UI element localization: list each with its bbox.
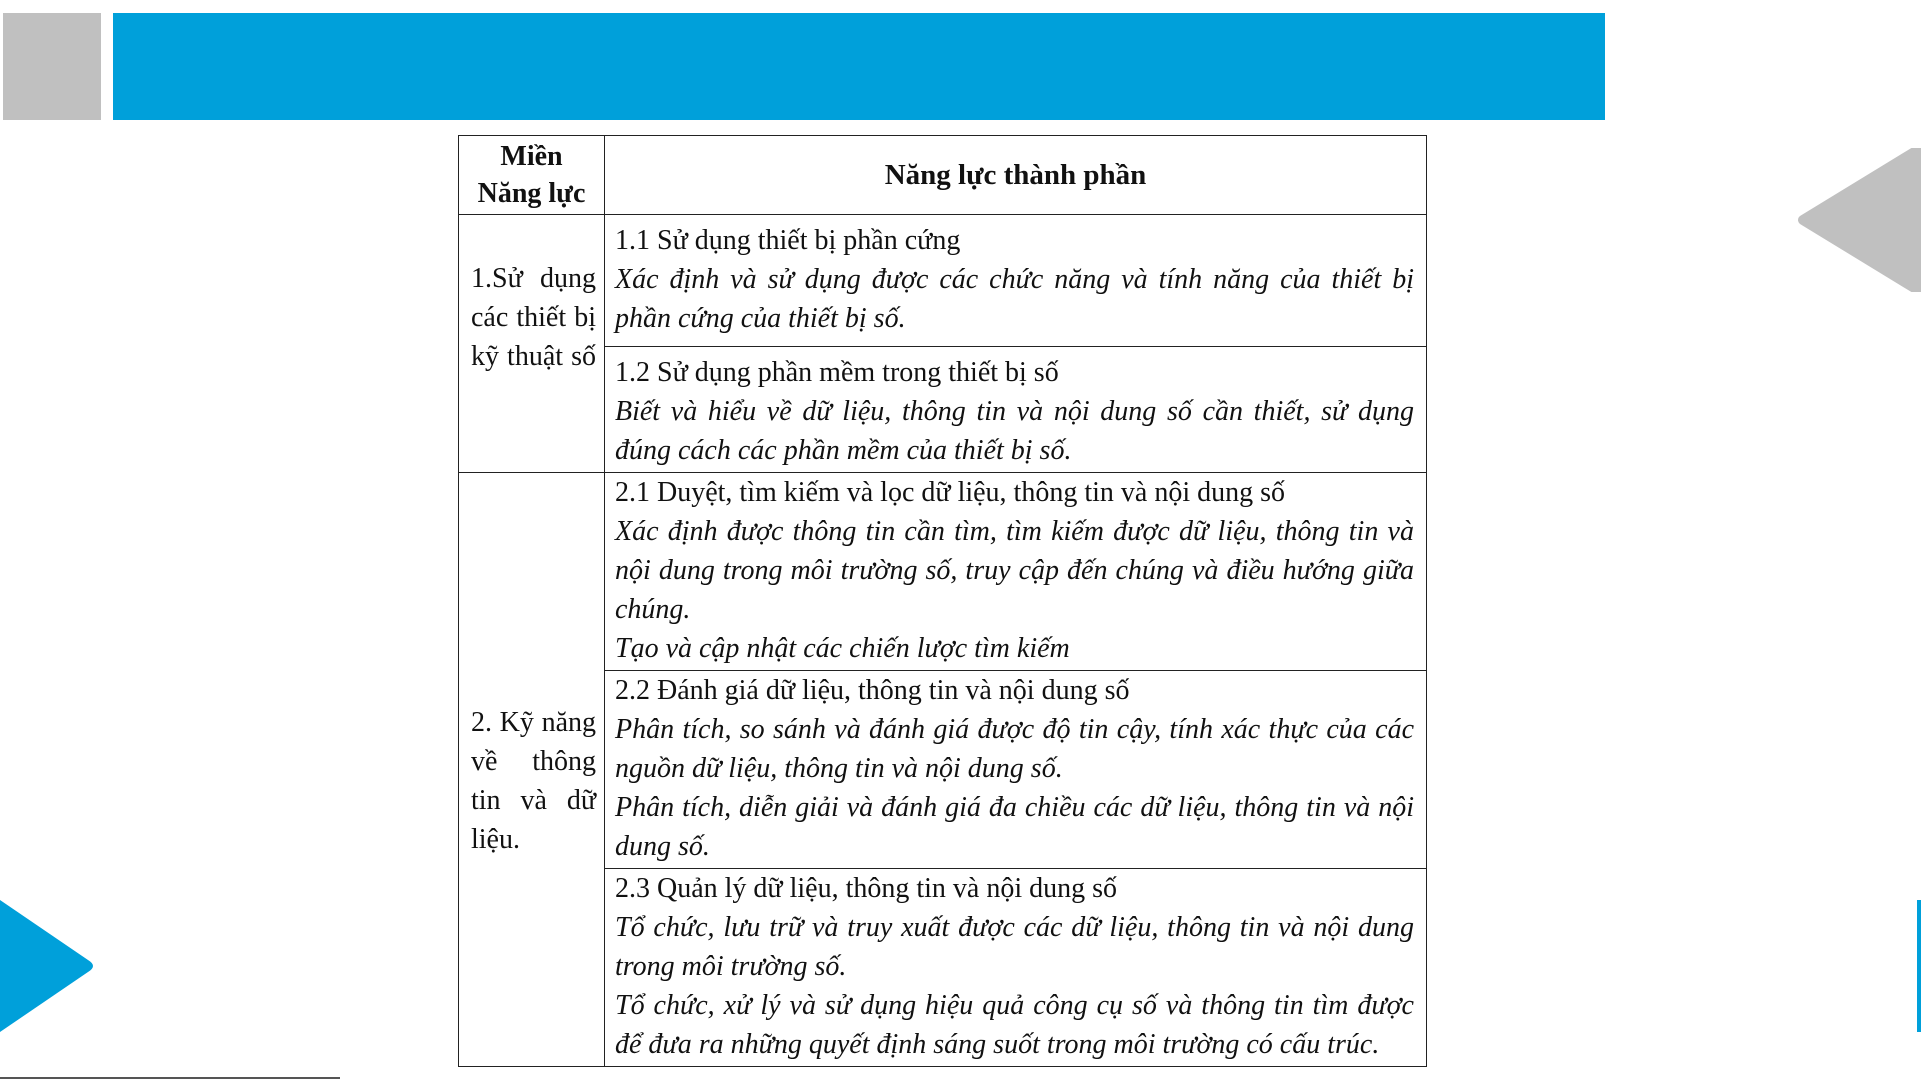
- component-title: 2.3 Quản lý dữ liệu, thông tin và nội dung số: [615, 873, 1118, 904]
- domain-cell-1: 1.Sử dụng các thiết bị kỹ thuật số: [459, 215, 605, 473]
- table-row: [459, 347, 1427, 473]
- component-cell-1-2: [605, 347, 1427, 473]
- table-row: [459, 671, 1427, 869]
- component-cell-2-3: [605, 869, 1427, 1067]
- component-description: Tổ chức, lưu trữ và truy xuất được các dữ liệu, thông tin và nội dung trong môi trường số.: [615, 912, 1414, 982]
- component-description: Xác định và sử dụng được các chức năng và tính năng của thiết bị phần cứng của thiết bị số.: [615, 264, 1414, 334]
- component-description: Tổ chức, xử lý và sử dụng hiệu quả công cụ số và thông tin tìm được để đưa ra những quyết định sáng suốt trong môi trường có cấu trúc.: [615, 990, 1414, 1060]
- domain-header-line2: Năng lực: [477, 178, 586, 209]
- component-description: Xác định được thông tin cần tìm, tìm kiếm được dữ liệu, thông tin và nội dung trong môi trường số, truy cập đến chúng và điều hướng giữa chúng.: [615, 516, 1414, 625]
- component-title: 1.1 Sử dụng thiết bị phần cứng: [615, 225, 961, 256]
- domain-column-header: [459, 136, 605, 215]
- table-row: [459, 215, 1427, 347]
- component-description: Tạo và cập nhật các chiến lược tìm kiếm: [615, 633, 1070, 664]
- component-title: 2.1 Duyệt, tìm kiếm và lọc dữ liệu, thông tin và nội dung số: [615, 477, 1285, 508]
- gray-corner-square: [3, 13, 101, 120]
- previous-slide-arrow-icon[interactable]: [1791, 148, 1921, 292]
- component-title: 2.2 Đánh giá dữ liệu, thông tin và nội dung số: [615, 675, 1130, 706]
- component-description: Phân tích, diễn giải và đánh giá đa chiều các dữ liệu, thông tin và nội dung số.: [615, 792, 1414, 862]
- component-cell-2-2: [605, 671, 1427, 869]
- component-description: Phân tích, so sánh và đánh giá được độ tin cậy, tính xác thực của các nguồn dữ liệu, thông tin và nội dung số.: [615, 714, 1414, 784]
- title-banner: [113, 13, 1605, 120]
- domain-cell-2: 2. Kỹ năng về thông tin và dữ liệu.: [459, 473, 605, 1067]
- bottom-rule: [0, 1077, 340, 1079]
- component-cell-1-1: [605, 215, 1427, 347]
- competency-table-container: [458, 135, 1426, 1067]
- component-title: 1.2 Sử dụng phần mềm trong thiết bị số: [615, 357, 1059, 388]
- component-cell-2-1: [605, 473, 1427, 671]
- table-row: [459, 869, 1427, 1067]
- component-description: Biết và hiểu về dữ liệu, thông tin và nội dung số cần thiết, sử dụng đúng cách các phần mềm của thiết bị số.: [615, 396, 1414, 466]
- competency-table: [458, 135, 1427, 1067]
- component-column-header: Năng lực thành phần: [605, 136, 1427, 215]
- domain-header-line1: Miền: [500, 141, 563, 172]
- table-header-row: [459, 136, 1427, 215]
- right-edge-marker: [1917, 900, 1921, 1032]
- table-row: [459, 473, 1427, 671]
- next-slide-arrow-icon[interactable]: [0, 900, 98, 1032]
